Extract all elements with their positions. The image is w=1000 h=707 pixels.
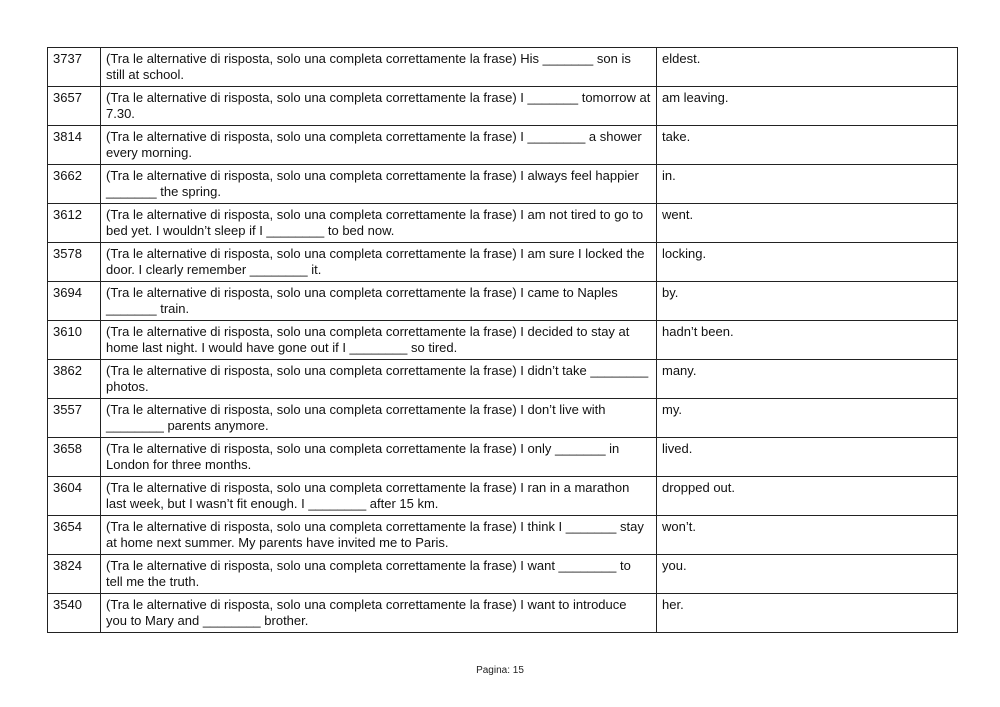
answer-text: hadn’t been. [657, 321, 958, 360]
question-id: 3557 [48, 399, 101, 438]
answer-text: many. [657, 360, 958, 399]
question-text: (Tra le alternative di risposta, solo una completa correttamente la frase) I ________ a shower every morning. [101, 126, 657, 165]
question-id: 3737 [48, 48, 101, 87]
question-text: (Tra le alternative di risposta, solo una completa correttamente la frase) I _______ tomorrow at 7.30. [101, 87, 657, 126]
question-id: 3612 [48, 204, 101, 243]
question-text: (Tra le alternative di risposta, solo una completa correttamente la frase) I came to Naples _______ train. [101, 282, 657, 321]
question-text: (Tra le alternative di risposta, solo una completa correttamente la frase) I ran in a marathon last week, but I wasn’t fit enough. I ________ after 15 km. [101, 477, 657, 516]
table-row [48, 126, 958, 165]
quiz-table [47, 47, 958, 633]
table-row [48, 243, 958, 282]
table-row [48, 438, 958, 477]
table-row [48, 321, 958, 360]
question-id: 3540 [48, 594, 101, 633]
table-row [48, 204, 958, 243]
question-text: (Tra le alternative di risposta, solo una completa correttamente la frase) I always feel happier _______ the spring. [101, 165, 657, 204]
question-text: (Tra le alternative di risposta, solo una completa correttamente la frase) I am not tired to go to bed yet. I wouldn’t sleep if I ________ to bed now. [101, 204, 657, 243]
table-row [48, 594, 958, 633]
answer-text: take. [657, 126, 958, 165]
question-text: (Tra le alternative di risposta, solo una completa correttamente la frase) I want to introduce you to Mary and ________ brother. [101, 594, 657, 633]
question-id: 3604 [48, 477, 101, 516]
answer-text: am leaving. [657, 87, 958, 126]
question-id: 3658 [48, 438, 101, 477]
question-text: (Tra le alternative di risposta, solo una completa correttamente la frase) I don’t live with ________ parents anymore. [101, 399, 657, 438]
answer-text: in. [657, 165, 958, 204]
table-row [48, 360, 958, 399]
question-id: 3694 [48, 282, 101, 321]
answer-text: dropped out. [657, 477, 958, 516]
table-row [48, 165, 958, 204]
question-text: (Tra le alternative di risposta, solo una completa correttamente la frase) His _______ son is still at school. [101, 48, 657, 87]
table-row [48, 555, 958, 594]
question-id: 3578 [48, 243, 101, 282]
question-id: 3662 [48, 165, 101, 204]
question-id: 3654 [48, 516, 101, 555]
question-id: 3610 [48, 321, 101, 360]
question-text: (Tra le alternative di risposta, solo una completa correttamente la frase) I didn’t take ________ photos. [101, 360, 657, 399]
answer-text: her. [657, 594, 958, 633]
answer-text: by. [657, 282, 958, 321]
question-id: 3824 [48, 555, 101, 594]
answer-text: lived. [657, 438, 958, 477]
answer-text: you. [657, 555, 958, 594]
question-text: (Tra le alternative di risposta, solo una completa correttamente la frase) I think I _______ stay at home next summer. My parents have invited me to Paris. [101, 516, 657, 555]
question-text: (Tra le alternative di risposta, solo una completa correttamente la frase) I only _______ in London for three months. [101, 438, 657, 477]
question-id: 3814 [48, 126, 101, 165]
question-id: 3657 [48, 87, 101, 126]
table-row [48, 516, 958, 555]
answer-text: locking. [657, 243, 958, 282]
table-row [48, 48, 958, 87]
question-text: (Tra le alternative di risposta, solo una completa correttamente la frase) I want ________ to tell me the truth. [101, 555, 657, 594]
table-row [48, 477, 958, 516]
answer-text: eldest. [657, 48, 958, 87]
question-text: (Tra le alternative di risposta, solo una completa correttamente la frase) I am sure I locked the door. I clearly remember ________ it. [101, 243, 657, 282]
page-number: Pagina: 15 [476, 665, 524, 676]
table-row [48, 282, 958, 321]
answer-text: went. [657, 204, 958, 243]
table-row [48, 399, 958, 438]
answer-text: my. [657, 399, 958, 438]
table-row [48, 87, 958, 126]
question-id: 3862 [48, 360, 101, 399]
answer-text: won’t. [657, 516, 958, 555]
question-text: (Tra le alternative di risposta, solo una completa correttamente la frase) I decided to stay at home last night. I would have gone out if I ________ so tired. [101, 321, 657, 360]
